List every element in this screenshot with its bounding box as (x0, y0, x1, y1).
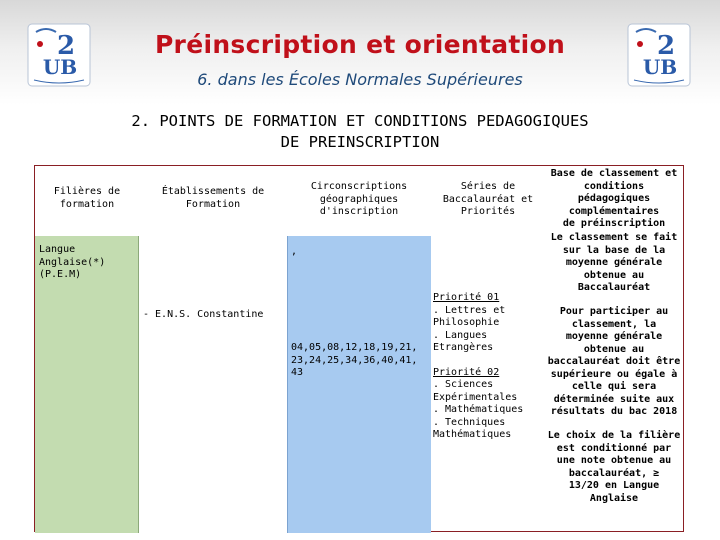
etablissements-column-fill (139, 236, 287, 533)
svg-text:UB: UB (642, 55, 678, 79)
cell-base-paragraph-3: Le choix de la filière est conditionné par une note obtenue au baccalauréat, ≥ 13/20 en Langue Anglaise (547, 430, 681, 504)
header-circonscriptions: Circonscriptions géographiques d'inscription (310, 181, 408, 217)
svg-text:UB: UB (42, 55, 78, 79)
priorite-02-title: Priorité 02 (433, 366, 500, 378)
header-filieres: Filières de formation (53, 186, 121, 210)
header-etablissements: Établissements de Formation (161, 186, 265, 210)
header-series: Séries de Baccalauréat et Priorités (442, 181, 534, 217)
priorite-01-title: Priorité 01 (433, 292, 500, 303)
page-title: Préinscription et orientation (154, 30, 566, 59)
page-subtitle: 6. dans les Écoles Normales Supérieures (197, 70, 523, 89)
svg-text:2: 2 (56, 31, 76, 61)
cell-filiere: Langue Anglaise(*) (P.E.M) (39, 244, 106, 280)
cell-etablissement: - E.N.S. Constantine (143, 309, 264, 320)
cell-circ-comma: , (291, 246, 298, 257)
cell-circ-codes: 04,05,08,12,18,19,21, 23,24,25,34,36,40,41, 43 (291, 342, 418, 378)
section-heading (30, 111, 690, 153)
section-heading-line1: 2. POINTS DE FORMATION ET CONDITIONS PEDAGOGIQUES (131, 112, 589, 130)
svg-text:2: 2 (656, 31, 676, 61)
section-heading-line2: DE PREINSCRIPTION (280, 133, 440, 151)
header-base-classement: Base de classement et conditions pédagogiques complémentaires de préinscription (550, 168, 678, 229)
cell-base-paragraph-1: Le classement se fait sur la base de la moyenne générale obtenue au Baccalauréat (550, 232, 678, 293)
formation-table (34, 165, 684, 532)
circonscriptions-column-fill (287, 236, 431, 533)
cell-base-paragraph-2: Pour participer au classement, la moyenne générale obtenue au baccalauréat doit être supérieure ou égale à celle qui sera déterminée suite aux résultats du bac 2018 (547, 306, 681, 417)
cell-series: Priorité 01 . Lettres et Philosophie . Langues Etrangères Priorité 02 . Sciences Expérimentales . Mathématiques . Techniques Mathématiques (433, 292, 543, 442)
